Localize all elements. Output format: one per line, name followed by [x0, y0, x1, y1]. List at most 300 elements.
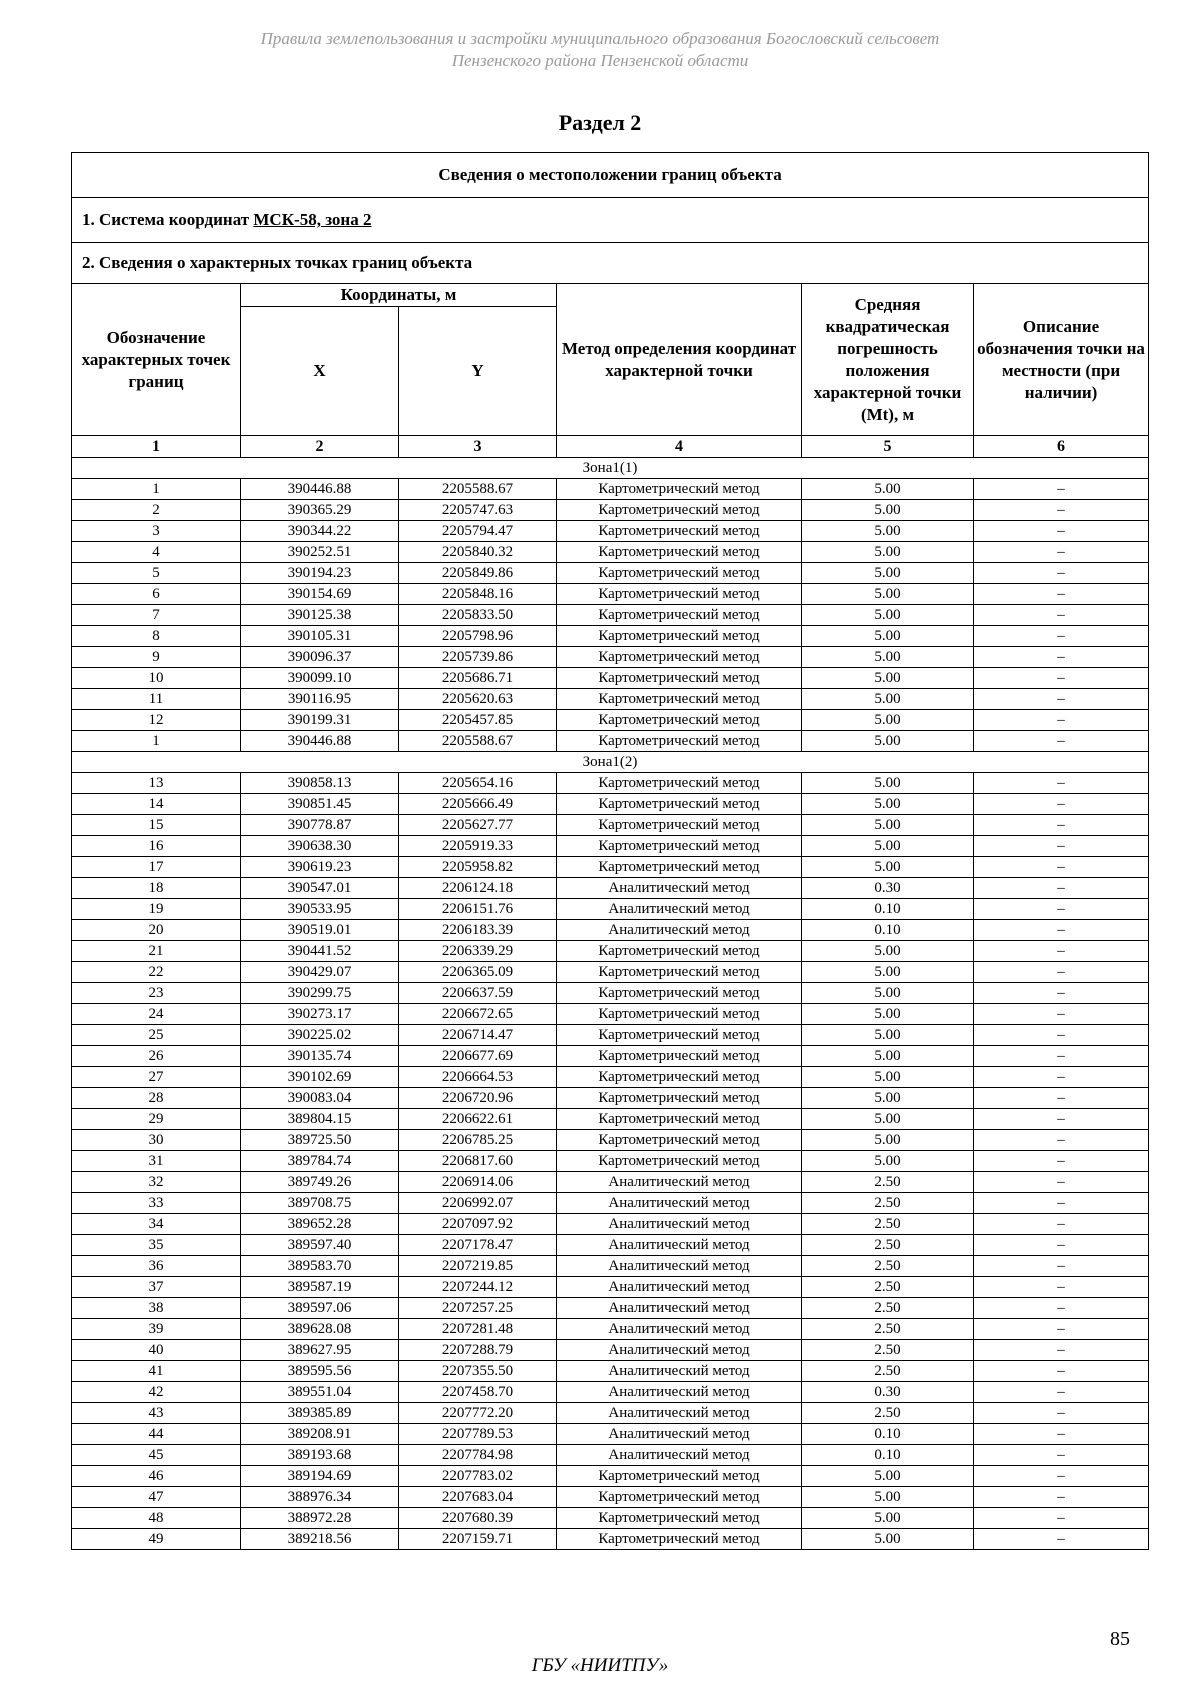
- point-id: 6: [72, 584, 241, 605]
- table-row: [72, 710, 1149, 731]
- point-id: 44: [72, 1424, 241, 1445]
- description: –: [974, 857, 1149, 878]
- x-value: 389597.40: [241, 1235, 399, 1256]
- points-caption: 2. Сведения о характерных точках границ объекта: [72, 243, 1149, 284]
- description: –: [974, 1256, 1149, 1277]
- description: –: [974, 542, 1149, 563]
- point-id: 8: [72, 626, 241, 647]
- description: –: [974, 1508, 1149, 1529]
- y-value: 2205686.71: [399, 668, 557, 689]
- table-row: [72, 1319, 1149, 1340]
- x-value: 390135.74: [241, 1046, 399, 1067]
- method: Аналитический метод: [557, 1298, 802, 1319]
- error-value: 5.00: [802, 1067, 974, 1088]
- error-value: 2.50: [802, 1277, 974, 1298]
- y-value: 2205794.47: [399, 521, 557, 542]
- method: Картометрический метод: [557, 1487, 802, 1508]
- coordinate-system-label: 1. Система координат: [82, 210, 250, 229]
- method: Картометрический метод: [557, 1130, 802, 1151]
- description: –: [974, 962, 1149, 983]
- table-row: [72, 584, 1149, 605]
- error-value: 5.00: [802, 563, 974, 584]
- error-value: 2.50: [802, 1214, 974, 1235]
- y-value: 2207178.47: [399, 1235, 557, 1256]
- x-value: 390446.88: [241, 731, 399, 752]
- method: Картометрический метод: [557, 521, 802, 542]
- error-value: 2.50: [802, 1319, 974, 1340]
- y-value: 2206637.59: [399, 983, 557, 1004]
- x-value: 390116.95: [241, 689, 399, 710]
- point-id: 13: [72, 773, 241, 794]
- method: Картометрический метод: [557, 584, 802, 605]
- error-value: 5.00: [802, 1130, 974, 1151]
- error-value: 5.00: [802, 1508, 974, 1529]
- y-value: 2205849.86: [399, 563, 557, 584]
- description: –: [974, 1046, 1149, 1067]
- point-id: 1: [72, 731, 241, 752]
- error-value: 5.00: [802, 605, 974, 626]
- y-value: 2207159.71: [399, 1529, 557, 1550]
- description: –: [974, 1466, 1149, 1487]
- point-id: 42: [72, 1382, 241, 1403]
- y-value: 2206677.69: [399, 1046, 557, 1067]
- method: Картометрический метод: [557, 500, 802, 521]
- description: –: [974, 1109, 1149, 1130]
- boundary-points-table: [71, 152, 1149, 1550]
- table-row: [72, 1424, 1149, 1445]
- x-value: 390225.02: [241, 1025, 399, 1046]
- running-header-line-2: Пензенского района Пензенской области: [451, 51, 749, 70]
- x-value: 389193.68: [241, 1445, 399, 1466]
- method: Аналитический метод: [557, 1256, 802, 1277]
- table-caption: Сведения о местоположении границ объекта: [72, 153, 1149, 198]
- point-id: 4: [72, 542, 241, 563]
- error-value: 0.10: [802, 1445, 974, 1466]
- y-value: 2205666.49: [399, 794, 557, 815]
- header-y: Y: [399, 307, 557, 436]
- error-value: 5.00: [802, 1487, 974, 1508]
- description: –: [974, 1382, 1149, 1403]
- point-id: 28: [72, 1088, 241, 1109]
- error-value: 5.00: [802, 731, 974, 752]
- table-row: [72, 1025, 1149, 1046]
- description: –: [974, 1487, 1149, 1508]
- table-row: [72, 1382, 1149, 1403]
- table-row: [72, 479, 1149, 500]
- point-id: 29: [72, 1109, 241, 1130]
- point-id: 18: [72, 878, 241, 899]
- column-number: 1: [72, 436, 241, 458]
- method: Картометрический метод: [557, 794, 802, 815]
- y-value: 2207244.12: [399, 1277, 557, 1298]
- point-id: 25: [72, 1025, 241, 1046]
- point-id: 40: [72, 1340, 241, 1361]
- error-value: 5.00: [802, 479, 974, 500]
- table-row: [72, 1487, 1149, 1508]
- x-value: 390547.01: [241, 878, 399, 899]
- x-value: 390194.23: [241, 563, 399, 584]
- y-value: 2205798.96: [399, 626, 557, 647]
- method: Картометрический метод: [557, 626, 802, 647]
- y-value: 2205588.67: [399, 479, 557, 500]
- x-value: 389784.74: [241, 1151, 399, 1172]
- x-value: 390154.69: [241, 584, 399, 605]
- y-value: 2205457.85: [399, 710, 557, 731]
- table-row: [72, 605, 1149, 626]
- point-id: 3: [72, 521, 241, 542]
- y-value: 2206151.76: [399, 899, 557, 920]
- description: –: [974, 1130, 1149, 1151]
- method: Картометрический метод: [557, 1151, 802, 1172]
- method: Картометрический метод: [557, 941, 802, 962]
- description: –: [974, 647, 1149, 668]
- description: –: [974, 626, 1149, 647]
- point-id: 41: [72, 1361, 241, 1382]
- description: –: [974, 1235, 1149, 1256]
- method: Аналитический метод: [557, 1403, 802, 1424]
- x-value: 390299.75: [241, 983, 399, 1004]
- table-row: [72, 962, 1149, 983]
- description: –: [974, 1445, 1149, 1466]
- x-value: 390638.30: [241, 836, 399, 857]
- description: –: [974, 1025, 1149, 1046]
- table-row: [72, 836, 1149, 857]
- table-row: [72, 1403, 1149, 1424]
- table-row: [72, 983, 1149, 1004]
- error-value: 5.00: [802, 836, 974, 857]
- error-value: 5.00: [802, 521, 974, 542]
- point-id: 9: [72, 647, 241, 668]
- x-value: 389725.50: [241, 1130, 399, 1151]
- description: –: [974, 1319, 1149, 1340]
- y-value: 2205588.67: [399, 731, 557, 752]
- point-id: 10: [72, 668, 241, 689]
- description: –: [974, 1340, 1149, 1361]
- point-id: 37: [72, 1277, 241, 1298]
- y-value: 2205833.50: [399, 605, 557, 626]
- table-row: [72, 1193, 1149, 1214]
- method: Аналитический метод: [557, 1445, 802, 1466]
- description: –: [974, 1529, 1149, 1550]
- y-value: 2207680.39: [399, 1508, 557, 1529]
- point-id: 34: [72, 1214, 241, 1235]
- method: Аналитический метод: [557, 1277, 802, 1298]
- error-value: 5.00: [802, 584, 974, 605]
- method: Аналитический метод: [557, 1214, 802, 1235]
- method: Аналитический метод: [557, 1172, 802, 1193]
- method: Аналитический метод: [557, 1361, 802, 1382]
- x-value: 390429.07: [241, 962, 399, 983]
- x-value: 389652.28: [241, 1214, 399, 1235]
- table-row: [72, 1340, 1149, 1361]
- error-value: 2.50: [802, 1235, 974, 1256]
- table-row: [72, 1172, 1149, 1193]
- point-id: 49: [72, 1529, 241, 1550]
- description: –: [974, 1361, 1149, 1382]
- x-value: 390519.01: [241, 920, 399, 941]
- point-id: 16: [72, 836, 241, 857]
- x-value: 390125.38: [241, 605, 399, 626]
- table-row: [72, 1529, 1149, 1550]
- x-value: 388976.34: [241, 1487, 399, 1508]
- x-value: 390273.17: [241, 1004, 399, 1025]
- column-number: 4: [557, 436, 802, 458]
- description: –: [974, 1172, 1149, 1193]
- description: –: [974, 1067, 1149, 1088]
- error-value: 5.00: [802, 1466, 974, 1487]
- y-value: 2207355.50: [399, 1361, 557, 1382]
- description: –: [974, 1004, 1149, 1025]
- method: Аналитический метод: [557, 920, 802, 941]
- method: Аналитический метод: [557, 899, 802, 920]
- description: –: [974, 1298, 1149, 1319]
- method: Картометрический метод: [557, 857, 802, 878]
- header-coordinates: Координаты, м: [241, 284, 557, 307]
- x-value: 390533.95: [241, 899, 399, 920]
- description: –: [974, 1214, 1149, 1235]
- table-row: [72, 626, 1149, 647]
- point-id: 27: [72, 1067, 241, 1088]
- x-value: 390778.87: [241, 815, 399, 836]
- x-value: 389628.08: [241, 1319, 399, 1340]
- y-value: 2206992.07: [399, 1193, 557, 1214]
- y-value: 2206714.47: [399, 1025, 557, 1046]
- zone-name: Зона1(1): [72, 458, 1149, 479]
- x-value: 390446.88: [241, 479, 399, 500]
- y-value: 2205848.16: [399, 584, 557, 605]
- table-row: [72, 1004, 1149, 1025]
- method: Картометрический метод: [557, 836, 802, 857]
- method: Картометрический метод: [557, 731, 802, 752]
- zone-row: [72, 458, 1149, 479]
- header-x: X: [241, 307, 399, 436]
- point-id: 17: [72, 857, 241, 878]
- y-value: 2206720.96: [399, 1088, 557, 1109]
- table-row: [72, 1298, 1149, 1319]
- y-value: 2206817.60: [399, 1151, 557, 1172]
- x-value: 389385.89: [241, 1403, 399, 1424]
- method: Аналитический метод: [557, 1424, 802, 1445]
- y-value: 2206672.65: [399, 1004, 557, 1025]
- table-row: [72, 647, 1149, 668]
- point-id: 48: [72, 1508, 241, 1529]
- error-value: 0.30: [802, 1382, 974, 1403]
- point-id: 26: [72, 1046, 241, 1067]
- point-id: 47: [72, 1487, 241, 1508]
- error-value: 5.00: [802, 689, 974, 710]
- point-id: 5: [72, 563, 241, 584]
- point-id: 19: [72, 899, 241, 920]
- description: –: [974, 773, 1149, 794]
- point-id: 32: [72, 1172, 241, 1193]
- method: Картометрический метод: [557, 647, 802, 668]
- x-value: 390096.37: [241, 647, 399, 668]
- error-value: 5.00: [802, 500, 974, 521]
- error-value: 5.00: [802, 773, 974, 794]
- x-value: 390344.22: [241, 521, 399, 542]
- table-row: [72, 920, 1149, 941]
- error-value: 5.00: [802, 1088, 974, 1109]
- x-value: 390619.23: [241, 857, 399, 878]
- method: Картометрический метод: [557, 983, 802, 1004]
- error-value: 5.00: [802, 1151, 974, 1172]
- table-row: [72, 1361, 1149, 1382]
- error-value: 5.00: [802, 710, 974, 731]
- running-header: [0, 28, 1200, 72]
- column-number: 2: [241, 436, 399, 458]
- x-value: 390252.51: [241, 542, 399, 563]
- point-id: 20: [72, 920, 241, 941]
- y-value: 2205627.77: [399, 815, 557, 836]
- column-number-row: [72, 436, 1149, 458]
- method: Картометрический метод: [557, 605, 802, 626]
- point-id: 38: [72, 1298, 241, 1319]
- y-value: 2205958.82: [399, 857, 557, 878]
- table-row: [72, 521, 1149, 542]
- error-value: 5.00: [802, 1529, 974, 1550]
- description: –: [974, 1088, 1149, 1109]
- table-row: [72, 815, 1149, 836]
- x-value: 389583.70: [241, 1256, 399, 1277]
- x-value: 389597.06: [241, 1298, 399, 1319]
- column-number: 5: [802, 436, 974, 458]
- table-row: [72, 857, 1149, 878]
- x-value: 390858.13: [241, 773, 399, 794]
- footer: ГБУ «НИИТПУ»: [531, 1655, 669, 1676]
- y-value: 2206622.61: [399, 1109, 557, 1130]
- table-row: [72, 689, 1149, 710]
- point-id: 46: [72, 1466, 241, 1487]
- error-value: 5.00: [802, 647, 974, 668]
- method: Картометрический метод: [557, 962, 802, 983]
- y-value: 2206183.39: [399, 920, 557, 941]
- y-value: 2207784.98: [399, 1445, 557, 1466]
- description: –: [974, 836, 1149, 857]
- header-description: Описание обозначения точки на местности (при наличии): [974, 284, 1149, 436]
- x-value: 389587.19: [241, 1277, 399, 1298]
- method: Картометрический метод: [557, 1508, 802, 1529]
- error-value: 5.00: [802, 542, 974, 563]
- running-header-line-1: Правила землепользования и застройки муниципального образования Богословский сельсовет: [260, 29, 940, 48]
- x-value: 390105.31: [241, 626, 399, 647]
- x-value: 389551.04: [241, 1382, 399, 1403]
- x-value: 390851.45: [241, 794, 399, 815]
- error-value: 2.50: [802, 1256, 974, 1277]
- method: Картометрический метод: [557, 1067, 802, 1088]
- y-value: 2207257.25: [399, 1298, 557, 1319]
- y-value: 2205747.63: [399, 500, 557, 521]
- error-value: 2.50: [802, 1172, 974, 1193]
- header-point: Обозначение характерных точек границ: [72, 284, 241, 436]
- description: –: [974, 1151, 1149, 1172]
- y-value: 2206914.06: [399, 1172, 557, 1193]
- method: Аналитический метод: [557, 1235, 802, 1256]
- point-id: 12: [72, 710, 241, 731]
- x-value: 388972.28: [241, 1508, 399, 1529]
- description: –: [974, 1424, 1149, 1445]
- table-row: [72, 1109, 1149, 1130]
- x-value: 389708.75: [241, 1193, 399, 1214]
- description: –: [974, 815, 1149, 836]
- y-value: 2207783.02: [399, 1466, 557, 1487]
- x-value: 389194.69: [241, 1466, 399, 1487]
- point-id: 31: [72, 1151, 241, 1172]
- x-value: 389218.56: [241, 1529, 399, 1550]
- y-value: 2206124.18: [399, 878, 557, 899]
- point-id: 2: [72, 500, 241, 521]
- y-value: 2207281.48: [399, 1319, 557, 1340]
- table-row: [72, 941, 1149, 962]
- table-row: [72, 899, 1149, 920]
- section-title: Раздел 2: [558, 110, 642, 135]
- error-value: 5.00: [802, 857, 974, 878]
- description: –: [974, 731, 1149, 752]
- x-value: 389595.56: [241, 1361, 399, 1382]
- error-value: 5.00: [802, 941, 974, 962]
- method: Аналитический метод: [557, 1382, 802, 1403]
- method: Картометрический метод: [557, 1046, 802, 1067]
- zone-name: Зона1(2): [72, 752, 1149, 773]
- x-value: 389749.26: [241, 1172, 399, 1193]
- y-value: 2205919.33: [399, 836, 557, 857]
- description: –: [974, 689, 1149, 710]
- error-value: 0.10: [802, 1424, 974, 1445]
- page-number: 85: [1110, 1628, 1130, 1650]
- x-value: 389208.91: [241, 1424, 399, 1445]
- table-row: [72, 1088, 1149, 1109]
- description: –: [974, 668, 1149, 689]
- error-value: 2.50: [802, 1340, 974, 1361]
- table-row: [72, 1067, 1149, 1088]
- description: –: [974, 794, 1149, 815]
- error-value: 2.50: [802, 1298, 974, 1319]
- table-row: [72, 1277, 1149, 1298]
- table-row: [72, 563, 1149, 584]
- y-value: 2206785.25: [399, 1130, 557, 1151]
- table-row: [72, 1508, 1149, 1529]
- y-value: 2206339.29: [399, 941, 557, 962]
- table-row: [72, 794, 1149, 815]
- method: Картометрический метод: [557, 710, 802, 731]
- table-row: [72, 1466, 1149, 1487]
- method: Картометрический метод: [557, 1088, 802, 1109]
- description: –: [974, 941, 1149, 962]
- y-value: 2206365.09: [399, 962, 557, 983]
- description: –: [974, 710, 1149, 731]
- point-id: 22: [72, 962, 241, 983]
- table-row: [72, 542, 1149, 563]
- point-id: 23: [72, 983, 241, 1004]
- point-id: 15: [72, 815, 241, 836]
- y-value: 2207097.92: [399, 1214, 557, 1235]
- description: –: [974, 521, 1149, 542]
- x-value: 390365.29: [241, 500, 399, 521]
- x-value: 389804.15: [241, 1109, 399, 1130]
- y-value: 2207288.79: [399, 1340, 557, 1361]
- point-id: 33: [72, 1193, 241, 1214]
- table-row: [72, 773, 1149, 794]
- description: –: [974, 1403, 1149, 1424]
- y-value: 2207219.85: [399, 1256, 557, 1277]
- point-id: 45: [72, 1445, 241, 1466]
- x-value: 390102.69: [241, 1067, 399, 1088]
- description: –: [974, 563, 1149, 584]
- method: Картометрический метод: [557, 1529, 802, 1550]
- y-value: 2206664.53: [399, 1067, 557, 1088]
- error-value: 2.50: [802, 1193, 974, 1214]
- column-number: 3: [399, 436, 557, 458]
- point-id: 7: [72, 605, 241, 626]
